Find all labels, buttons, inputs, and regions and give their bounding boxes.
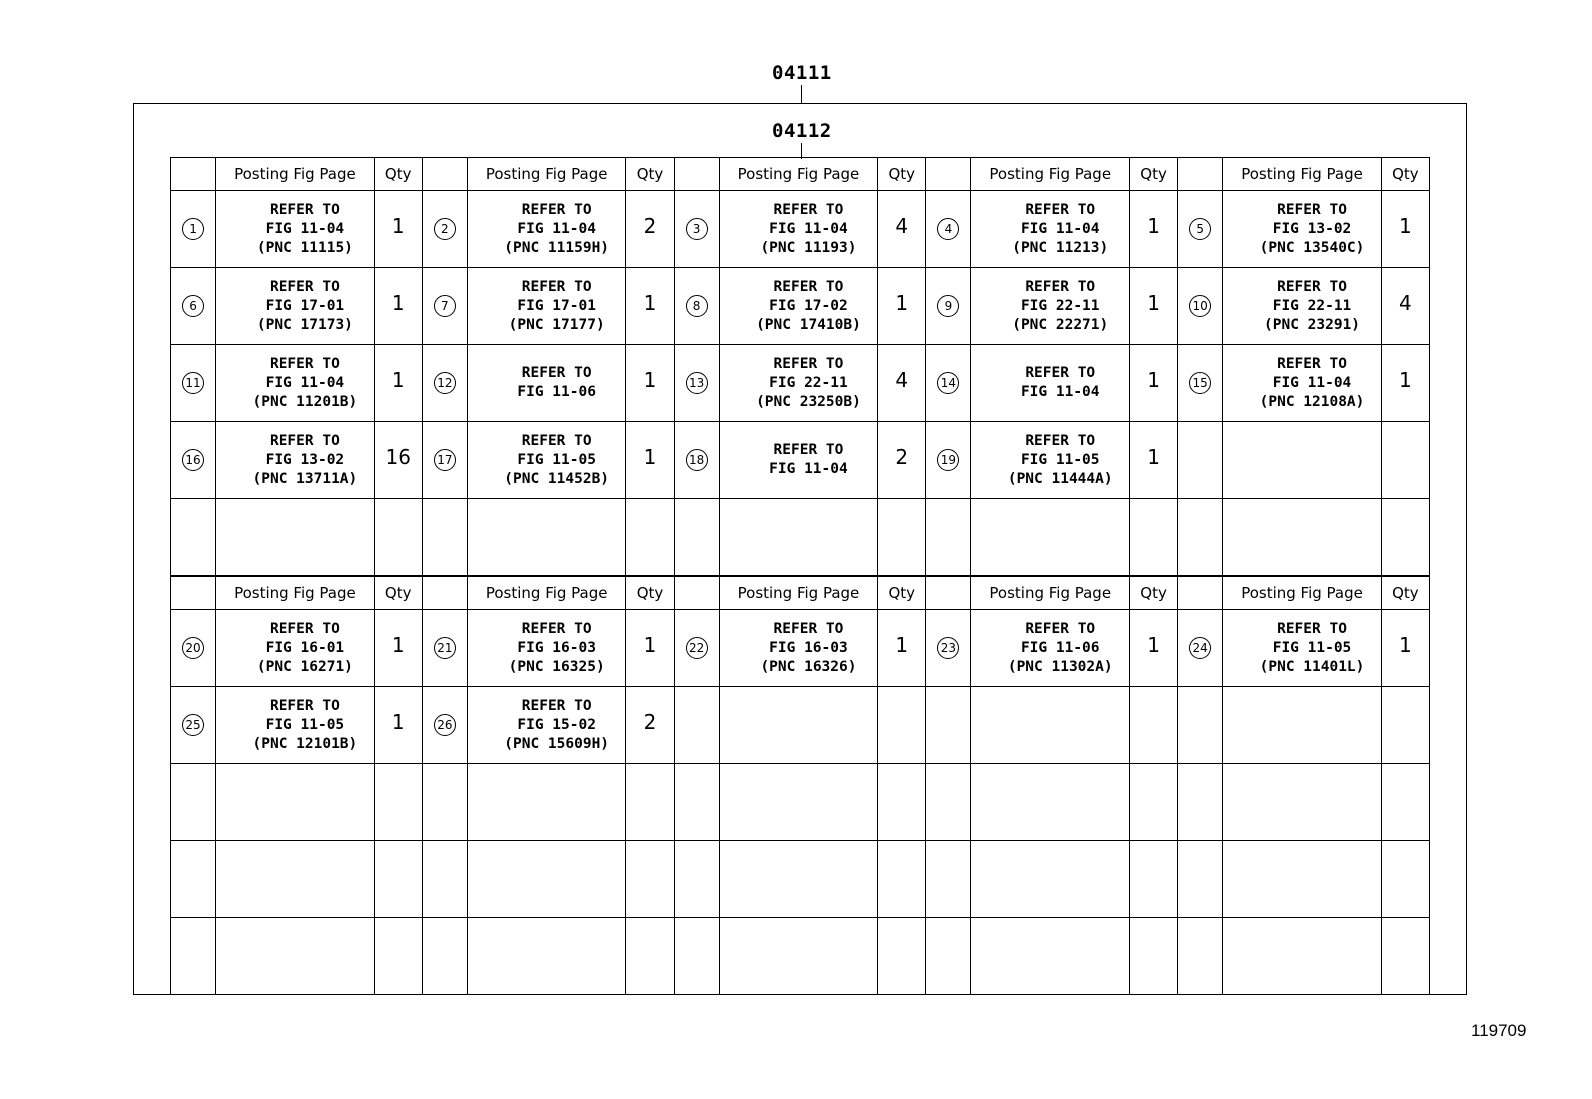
reference-cell [467,268,626,345]
reference-cell [1223,841,1382,918]
item-number-cell [1178,610,1223,687]
reference-line: FIG 11-05 [517,451,596,468]
assembly-code-inner: 04112 [772,120,832,142]
reference-line: (PNC 12101B) [252,735,358,752]
item-number-cell [171,841,216,918]
quantity-cell [1129,687,1177,764]
header-qty: Qty [626,158,674,191]
header-qty: Qty [626,577,674,610]
item-number-cell [171,499,216,576]
item-number-badge: 21 [434,637,456,659]
quantity-cell: 1 [374,345,422,422]
item-number-cell [1178,687,1223,764]
reference-cell [1223,345,1382,422]
reference-line: REFER TO [1025,278,1096,295]
header-index-cell [1178,158,1223,191]
quantity-cell [1129,918,1177,995]
drawing-id: 119709 [1471,1021,1527,1040]
reference-cell [1223,918,1382,995]
quantity-cell: 2 [626,687,674,764]
item-number-badge: 17 [434,449,456,471]
item-number-cell [171,610,216,687]
reference-cell [719,499,878,576]
reference-line: FIG 13-02 [265,451,345,468]
reference-cell [216,191,375,268]
reference-line: (PNC 11159H) [504,239,610,256]
reference-cell [719,918,878,995]
item-number-cell [926,764,971,841]
reference-cell [719,345,878,422]
item-number-cell [674,191,719,268]
reference-line: (PNC 12108A) [1259,393,1365,410]
reference-cell [971,687,1130,764]
reference-line: REFER TO [521,278,592,295]
item-number-cell [674,499,719,576]
reference-line: (PNC 17410B) [756,316,861,333]
quantity-cell: 1 [1129,191,1177,268]
item-number-cell [1178,345,1223,422]
item-number-cell [674,764,719,841]
reference-cell [467,764,626,841]
quantity-cell [1381,422,1429,499]
item-number-cell [674,422,719,499]
reference-cell [216,499,375,576]
header-posting-fig-page: Posting Fig Page [467,577,626,610]
reference-line: REFER TO [1025,620,1096,637]
quantity-cell [1129,764,1177,841]
item-number-cell [1178,764,1223,841]
reference-line: FIG 11-05 [1272,639,1352,656]
quantity-cell [1129,499,1177,576]
item-number-cell [926,499,971,576]
quantity-cell [626,918,674,995]
table-header-row [171,577,1430,610]
item-number-cell [422,841,467,918]
quantity-cell: 1 [626,422,674,499]
reference-line: REFER TO [269,697,340,714]
reference-cell [1223,764,1382,841]
header-qty: Qty [1129,158,1177,191]
reference-table-bottom [170,576,1430,995]
reference-line: FIG 11-04 [265,220,345,237]
item-number-cell [422,268,467,345]
reference-cell [1223,422,1382,499]
quantity-cell: 1 [878,268,926,345]
item-number-cell [926,191,971,268]
item-number-badge: 7 [434,295,456,317]
header-index-cell [1178,577,1223,610]
item-number-cell [171,918,216,995]
reference-cell [467,610,626,687]
reference-line: (PNC 16326) [760,658,857,675]
header-posting-fig-page: Posting Fig Page [971,577,1130,610]
quantity-cell [626,841,674,918]
reference-cell [467,687,626,764]
reference-line: REFER TO [269,355,340,372]
quantity-cell: 4 [878,191,926,268]
table-header-row [171,158,1430,191]
item-number-cell [674,268,719,345]
reference-line: (PNC 11452B) [504,470,610,487]
reference-cell [216,687,375,764]
item-number-badge: 16 [182,449,204,471]
reference-line: REFER TO [1025,365,1096,381]
item-number-badge: 9 [937,295,959,317]
item-number-cell [926,687,971,764]
quantity-cell: 2 [626,191,674,268]
reference-line: REFER TO [773,201,844,218]
table-row [171,841,1430,918]
reference-line: REFER TO [1277,201,1347,218]
reference-line: REFER TO [1277,355,1347,372]
reference-cell [719,268,878,345]
item-number-cell [1178,268,1223,345]
reference-line: (PNC 16271) [256,658,353,675]
reference-cell [971,191,1130,268]
item-number-cell [171,345,216,422]
reference-line: (PNC 11115) [256,239,353,256]
reference-line: (PNC 17173) [256,316,353,333]
quantity-cell: 1 [626,268,674,345]
item-number-badge: 22 [686,637,708,659]
table-row [171,610,1430,687]
reference-table-top [170,157,1430,576]
item-number-cell [171,268,216,345]
item-number-cell [674,345,719,422]
reference-line: FIG 22-11 [1272,297,1352,314]
reference-line: FIG 11-04 [1020,384,1100,400]
header-posting-fig-page: Posting Fig Page [467,158,626,191]
reference-cell [467,191,626,268]
reference-line: FIG 15-02 [517,716,596,733]
reference-line: FIG 11-05 [1020,451,1100,468]
item-number-badge: 10 [1189,295,1211,317]
reference-cell [1223,191,1382,268]
reference-cell [216,764,375,841]
quantity-cell [878,687,926,764]
reference-line: (PNC 16325) [508,658,605,675]
quantity-cell [1129,841,1177,918]
header-index-cell [674,577,719,610]
quantity-cell: 1 [374,191,422,268]
item-number-badge: 8 [686,295,708,317]
reference-line: REFER TO [521,620,592,637]
reference-line: FIG 22-11 [769,374,848,391]
item-number-cell [422,610,467,687]
item-number-badge: 20 [182,637,204,659]
header-qty: Qty [878,577,926,610]
item-number-cell [171,422,216,499]
header-qty: Qty [1129,577,1177,610]
reference-cell [216,422,375,499]
quantity-cell [1381,764,1429,841]
header-index-cell [422,577,467,610]
quantity-cell [878,499,926,576]
header-posting-fig-page: Posting Fig Page [1223,577,1382,610]
item-number-cell [422,499,467,576]
quantity-cell: 4 [1381,268,1429,345]
reference-line: FIG 17-01 [517,297,596,314]
item-number-cell [1178,191,1223,268]
reference-line: REFER TO [269,432,340,449]
reference-line: REFER TO [1025,432,1096,449]
quantity-cell [374,918,422,995]
quantity-cell: 1 [626,610,674,687]
item-number-badge: 25 [182,714,204,736]
item-number-cell [1178,422,1223,499]
quantity-cell [1381,499,1429,576]
item-number-cell [1178,841,1223,918]
reference-cell [216,268,375,345]
header-posting-fig-page: Posting Fig Page [216,158,375,191]
item-number-badge: 1 [182,218,204,240]
item-number-cell [926,345,971,422]
reference-line: (PNC 11201B) [252,393,358,410]
quantity-cell: 1 [1129,610,1177,687]
header-posting-fig-page: Posting Fig Page [719,158,878,191]
reference-line: REFER TO [269,278,340,295]
item-number-cell [1178,918,1223,995]
header-qty: Qty [374,577,422,610]
reference-cell [971,499,1130,576]
quantity-cell: 1 [1129,345,1177,422]
reference-cell [719,610,878,687]
reference-line: (PNC 11401L) [1259,658,1365,675]
reference-line: (PNC 11213) [1012,239,1109,256]
quantity-cell: 16 [374,422,422,499]
table-row [171,687,1430,764]
reference-line: REFER TO [773,442,844,458]
reference-line: REFER TO [773,620,844,637]
quantity-cell: 1 [1381,345,1429,422]
reference-line: FIG 17-02 [769,297,848,314]
reference-cell [971,918,1130,995]
item-number-badge: 15 [1189,372,1211,394]
quantity-cell [374,499,422,576]
reference-line: FIG 11-04 [517,220,596,237]
reference-cell [216,841,375,918]
reference-line: REFER TO [1277,278,1347,295]
quantity-cell [878,841,926,918]
reference-line: (PNC 22271) [1012,316,1109,333]
item-number-cell [926,268,971,345]
reference-line: FIG 11-06 [1020,639,1100,656]
reference-line: (PNC 11302A) [1007,658,1113,675]
reference-line: REFER TO [521,432,592,449]
quantity-cell [878,918,926,995]
assembly-code-outer: 04111 [772,62,832,84]
header-index-cell [926,158,971,191]
quantity-cell [1381,841,1429,918]
reference-line: FIG 11-04 [1020,220,1100,237]
quantity-cell [878,764,926,841]
reference-line: FIG 16-01 [265,639,345,656]
table-row [171,918,1430,995]
reference-cell [1223,687,1382,764]
reference-cell [467,422,626,499]
item-number-cell [171,191,216,268]
item-number-badge: 5 [1189,218,1211,240]
item-number-cell [926,610,971,687]
reference-line: REFER TO [521,201,592,218]
header-index-cell [926,577,971,610]
item-number-badge: 2 [434,218,456,240]
quantity-cell: 1 [1129,422,1177,499]
reference-line: FIG 11-04 [1272,374,1352,391]
quantity-cell: 1 [1129,268,1177,345]
reference-line: FIG 13-02 [1272,220,1352,237]
item-number-cell [926,841,971,918]
header-posting-fig-page: Posting Fig Page [1223,158,1382,191]
quantity-cell: 1 [1381,610,1429,687]
header-qty: Qty [374,158,422,191]
reference-line: FIG 16-03 [517,639,596,656]
quantity-cell: 1 [878,610,926,687]
table-row [171,345,1430,422]
quantity-cell: 1 [374,268,422,345]
item-number-badge: 3 [686,218,708,240]
reference-line: REFER TO [1277,620,1347,637]
item-number-badge: 14 [937,372,959,394]
item-number-badge: 13 [686,372,708,394]
reference-cell [971,841,1130,918]
reference-line: REFER TO [773,355,844,372]
item-number-badge: 24 [1189,637,1211,659]
reference-line: REFER TO [773,278,844,295]
header-posting-fig-page: Posting Fig Page [719,577,878,610]
reference-line: (PNC 11444A) [1007,470,1113,487]
item-number-cell [674,687,719,764]
reference-cell [467,841,626,918]
reference-line: REFER TO [269,620,340,637]
reference-line: (PNC 15609H) [504,735,610,752]
reference-line: (PNC 23291) [1264,316,1361,333]
header-index-cell [171,577,216,610]
quantity-cell [374,764,422,841]
reference-line: REFER TO [1025,201,1096,218]
header-index-cell [422,158,467,191]
reference-cell [216,610,375,687]
quantity-cell: 1 [374,687,422,764]
reference-line: REFER TO [269,201,340,218]
header-qty: Qty [1381,158,1429,191]
item-number-badge: 26 [434,714,456,736]
quantity-cell [1381,918,1429,995]
table-row [171,191,1430,268]
item-number-badge: 11 [182,372,204,394]
reference-cell [719,764,878,841]
item-number-cell [926,422,971,499]
reference-line: FIG 11-06 [517,384,596,400]
reference-cell [719,191,878,268]
header-posting-fig-page: Posting Fig Page [971,158,1130,191]
reference-line: (PNC 11193) [760,239,857,256]
reference-cell [971,345,1130,422]
item-number-badge: 12 [434,372,456,394]
table-row [171,422,1430,499]
item-number-cell [674,610,719,687]
reference-line: REFER TO [521,697,592,714]
reference-cell [1223,268,1382,345]
reference-cell [1223,499,1382,576]
reference-line: (PNC 13711A) [252,470,358,487]
quantity-cell [626,499,674,576]
reference-cell [971,268,1130,345]
reference-cell [467,499,626,576]
quantity-cell: 1 [374,610,422,687]
item-number-cell [1178,499,1223,576]
item-number-cell [422,764,467,841]
reference-cell [719,841,878,918]
item-number-badge: 18 [686,449,708,471]
quantity-cell: 4 [878,345,926,422]
quantity-cell [1381,687,1429,764]
reference-cell [1223,610,1382,687]
item-number-cell [171,687,216,764]
table-row [171,764,1430,841]
reference-line: FIG 11-04 [769,461,848,477]
header-posting-fig-page: Posting Fig Page [216,577,375,610]
reference-cell [216,345,375,422]
reference-line: FIG 11-04 [265,374,345,391]
item-number-cell [674,918,719,995]
quantity-cell: 1 [626,345,674,422]
reference-line: FIG 17-01 [265,297,345,314]
table-row [171,268,1430,345]
reference-line: (PNC 13540C) [1259,239,1365,256]
item-number-cell [422,687,467,764]
item-number-badge: 4 [937,218,959,240]
header-index-cell [171,158,216,191]
header-qty: Qty [878,158,926,191]
leader-line-outer [801,85,802,104]
quantity-cell [626,764,674,841]
reference-cell [216,918,375,995]
reference-cell [971,422,1130,499]
reference-cell [719,422,878,499]
table-row [171,499,1430,576]
reference-cell [467,345,626,422]
item-number-cell [674,841,719,918]
header-index-cell [674,158,719,191]
reference-line: (PNC 23250B) [756,393,861,410]
reference-line: FIG 11-05 [265,716,345,733]
quantity-cell [374,841,422,918]
quantity-cell: 1 [1381,191,1429,268]
reference-line: FIG 11-04 [769,220,848,237]
item-number-cell [422,345,467,422]
item-number-cell [422,422,467,499]
item-number-cell [926,918,971,995]
reference-line: REFER TO [521,365,592,381]
reference-line: FIG 16-03 [769,639,848,656]
reference-cell [971,764,1130,841]
reference-line: FIG 22-11 [1020,297,1100,314]
item-number-cell [171,764,216,841]
header-qty: Qty [1381,577,1429,610]
quantity-cell: 2 [878,422,926,499]
item-number-badge: 19 [937,449,959,471]
item-number-badge: 6 [182,295,204,317]
reference-cell [719,687,878,764]
reference-line: (PNC 17177) [508,316,605,333]
item-number-badge: 23 [937,637,959,659]
reference-cell [971,610,1130,687]
item-number-cell [422,918,467,995]
item-number-cell [422,191,467,268]
reference-cell [467,918,626,995]
